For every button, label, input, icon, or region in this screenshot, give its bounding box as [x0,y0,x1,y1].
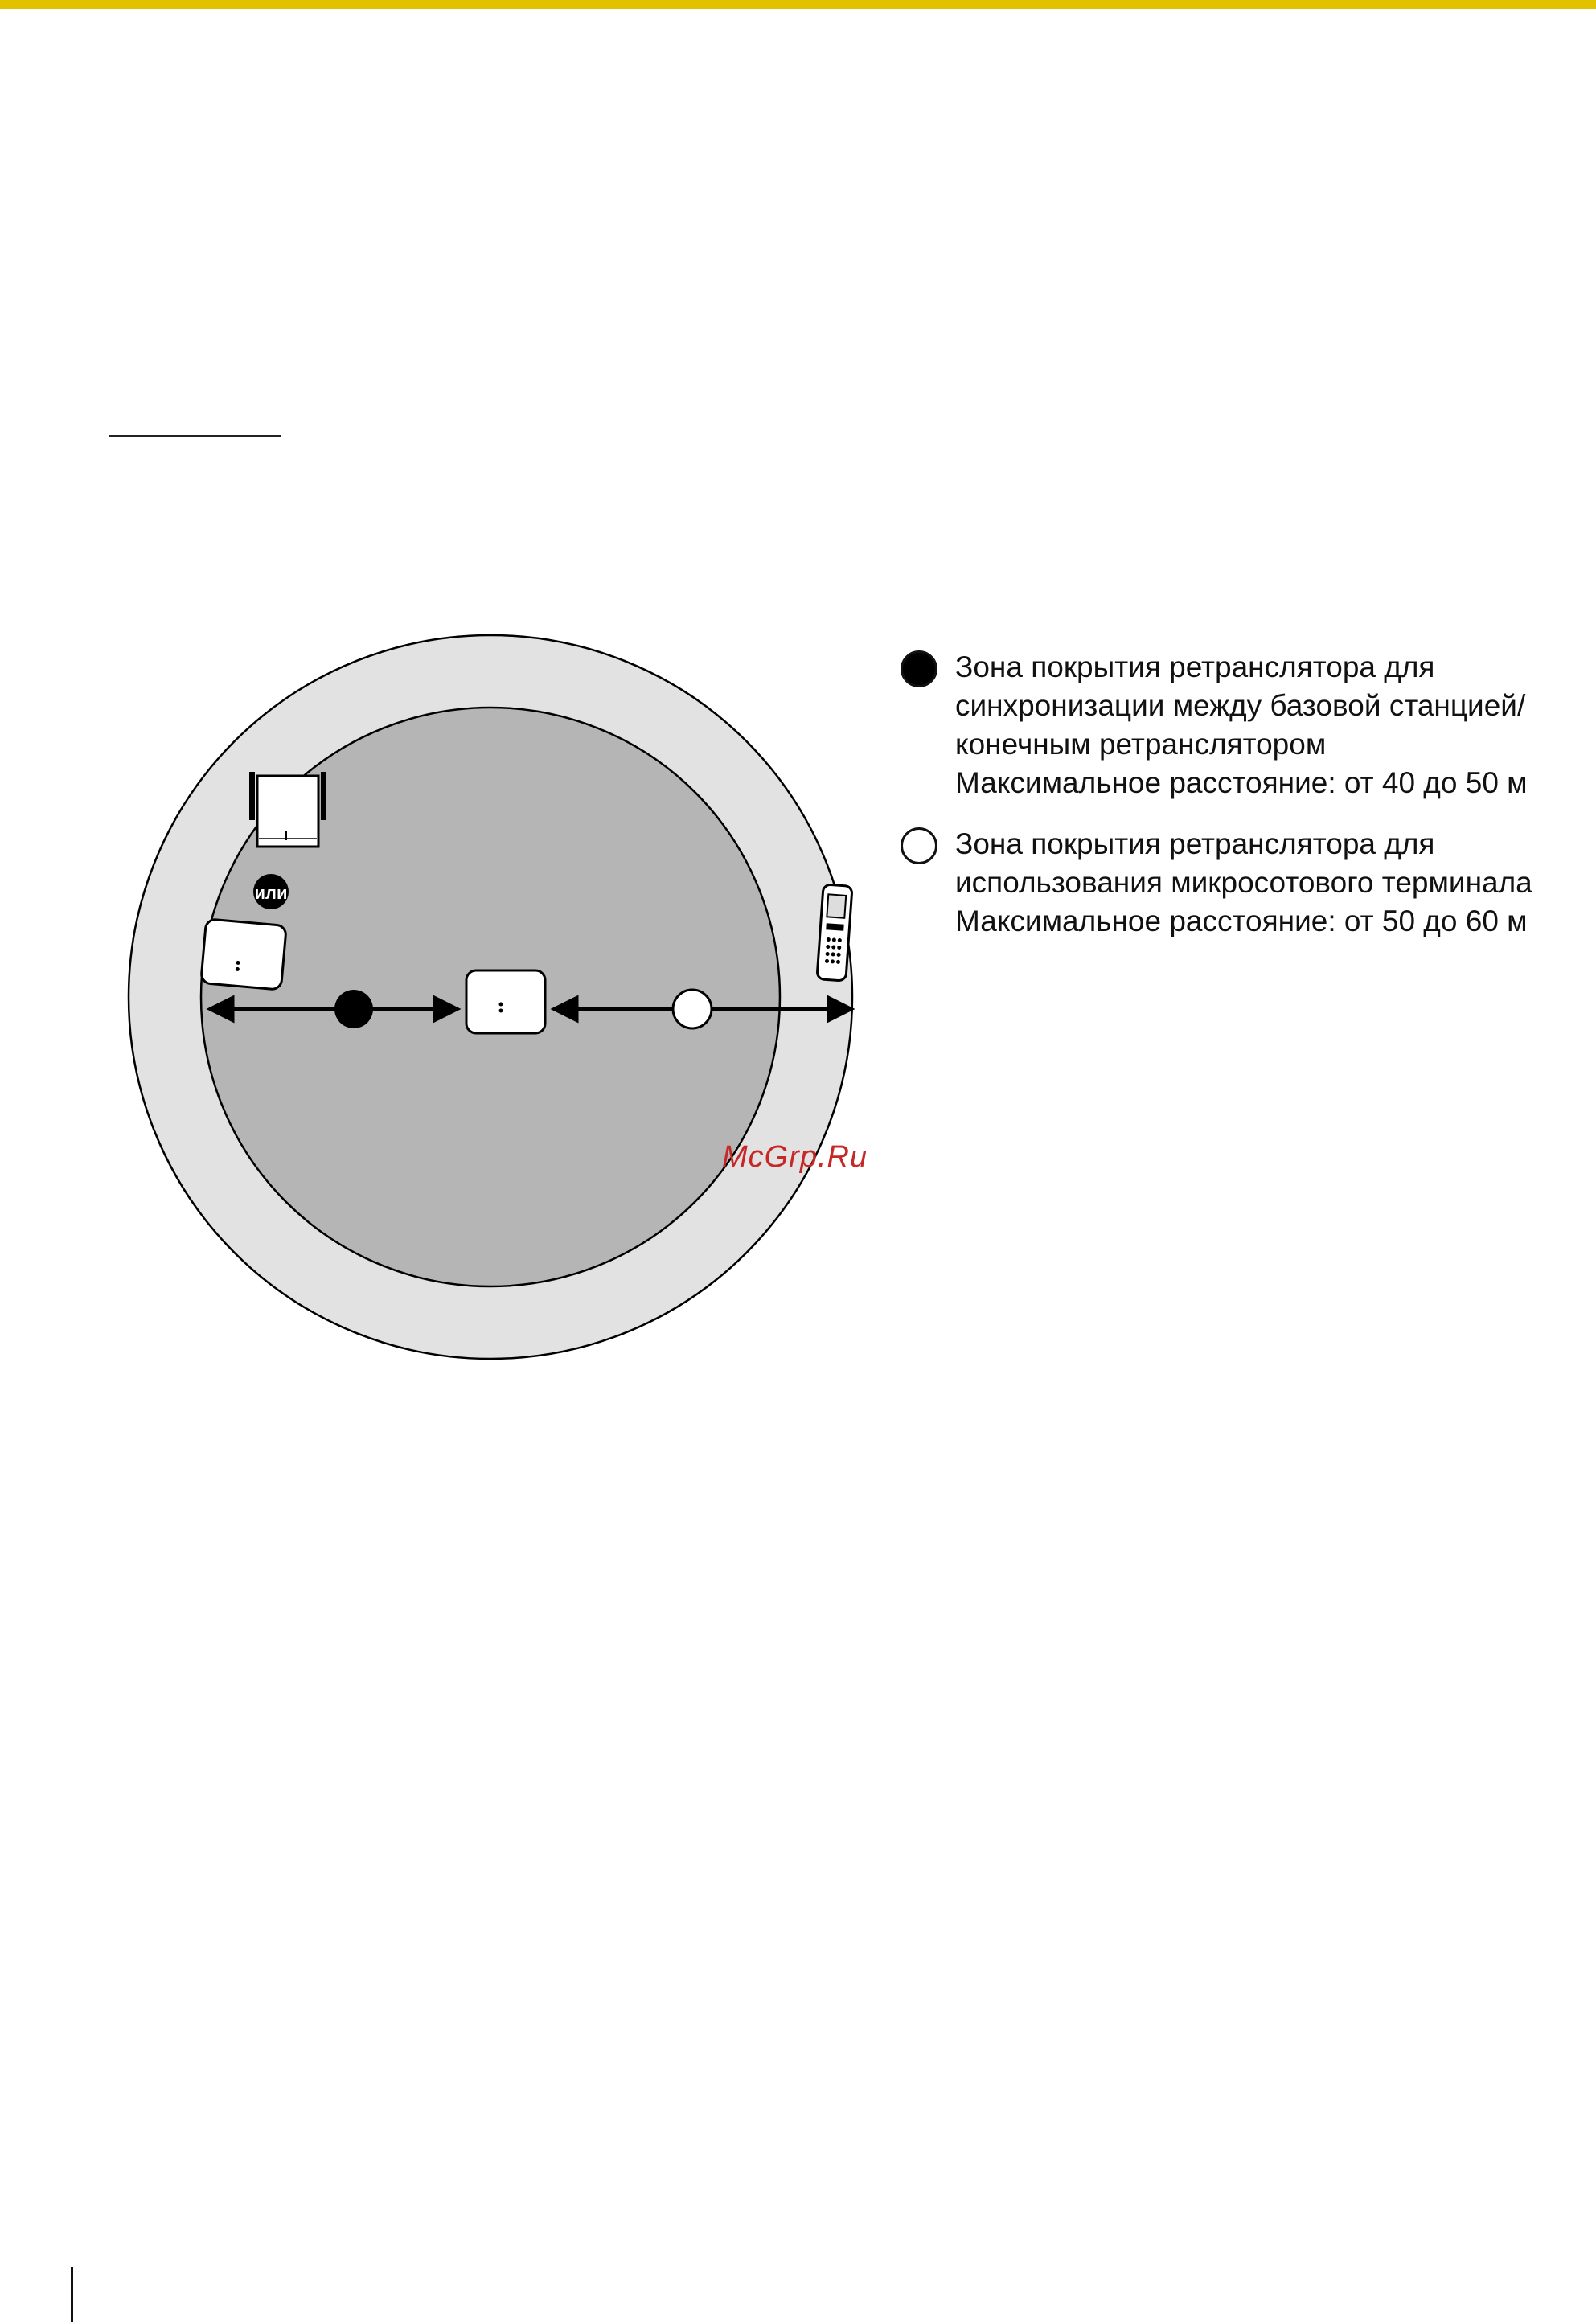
legend-item-sync-zone [901,648,1592,802]
hollow-circle-icon [901,827,937,864]
filled-circle-icon [901,650,937,687]
coverage-diagram [121,631,884,1403]
top-accent-bar [0,0,1596,9]
or-badge [253,874,289,909]
legend-sync-line-3: конечным ретранслятором [955,728,1327,761]
legend-terminal-line-3: Максимальное расстояние: от 50 до 60 м [955,905,1528,937]
cell-station-icon [201,919,287,990]
legend-sync-line-1: Зона покрытия ретранслятора для [955,650,1435,683]
section-rule [109,435,281,437]
base-station-antenna-icon [249,772,326,847]
legend [901,648,1592,963]
legend-sync-line-2: синхронизации между базовой станцией/ [955,689,1526,722]
handset-icon [817,884,852,981]
margin-marker [71,2267,73,2322]
repeater-icon [466,970,545,1033]
or-badge-label: или [254,883,288,903]
legend-terminal-line-2: использования микросотового терминала [955,866,1532,899]
legend-item-terminal-zone [901,825,1592,941]
watermark: McGrp.Ru [722,1140,868,1174]
legend-sync-line-4: Максимальное расстояние: от 40 до 50 м [955,766,1528,799]
hollow-zone-marker [673,990,712,1028]
filled-zone-marker [334,990,373,1028]
legend-terminal-line-1: Зона покрытия ретранслятора для [955,827,1435,860]
